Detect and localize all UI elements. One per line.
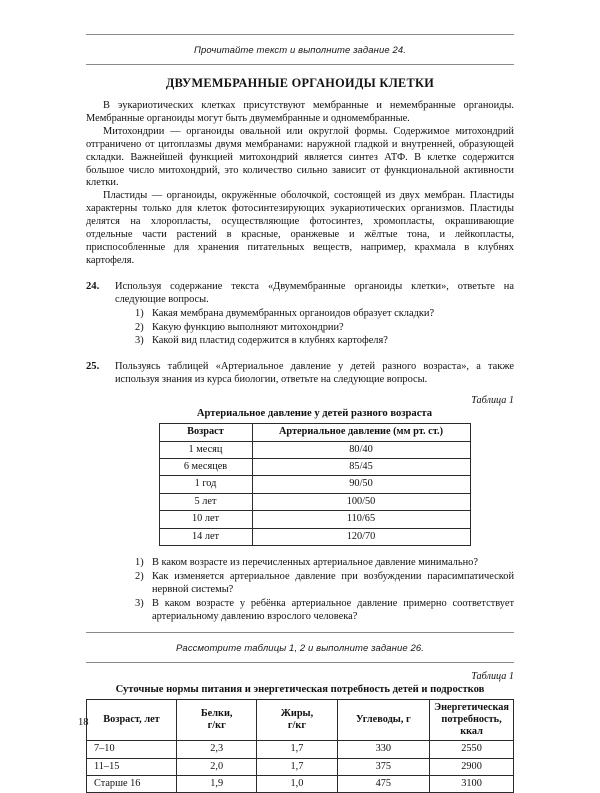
table-header-row [87,699,514,741]
table-row [87,775,514,792]
cell-energy: 2550 [430,741,514,758]
task-24-question-2 [135,322,514,335]
question-text: В каком возрасте у ребёнка артериальное давление примерно соответствует артериальному давлению взрослого человека? [152,598,514,622]
instruction-text: Рассмотрите таблицы 1, 2 и выполните задание 26. [176,643,424,654]
blood-pressure-table [159,423,471,546]
article-paragraph-2: Митохондрии — органоиды овальной или округлой формы. Содержимое митохондрий отграничено от цитоплазмы двумя мембранами: наружной гладкой и внутренней, образующей складки. Важнейшей функцией митохондрий является синтез АТФ. В клетке содержится большое число митохондрий, это количество сильно зависит от функциональной активности клетки. [86,126,514,191]
task-24-body [115,281,514,349]
table-1-label: Таблица 1 [115,395,514,406]
cell-fats: 1,7 [257,741,337,758]
page-number: 18 [78,717,89,728]
question-text: В каком возрасте из перечисленных артериальное давление минимально? [152,557,478,568]
question-text: Какую функцию выполняют митохондрии? [152,322,344,333]
table-2-label: Таблица 1 [86,671,514,682]
task-25-question-list [115,557,514,624]
column-header-energy [430,699,514,741]
table-row [159,511,470,528]
cell-proteins: 2,3 [177,741,257,758]
header-line-2: г/кг [208,720,226,731]
column-header-carbohydrates [337,699,430,741]
task-25-body [115,361,514,623]
cell-proteins: 2,0 [177,758,257,775]
cell-fats: 1,7 [257,758,337,775]
article-title: ДВУМЕМБРАННЫЕ ОРГАНОИДЫ КЛЕТКИ [86,76,514,91]
table-row [159,476,470,493]
article-paragraph-1: В эукариотических клетках присутствуют мембранные и немембранные органоиды. Мембранные органоиды могут быть двумембранные и одномембранные. [86,100,514,126]
cell-pressure: 100/50 [252,493,470,510]
cell-age: 14 лет [159,528,252,545]
table-row [87,741,514,758]
cell-fats: 1,0 [257,775,337,792]
question-text: Какой вид пластид содержится в клубнях картофеля? [152,335,388,346]
column-header-proteins [177,699,257,741]
cell-age: 10 лет [159,511,252,528]
task-24-question-1 [135,308,514,321]
task-25-lead: Пользуясь таблицей «Артериальное давление у детей разного возраста», а также используя знания из курса биологии, ответьте на следующие вопросы. [115,361,514,387]
cell-age: 1 месяц [159,441,252,458]
column-header-age [87,699,177,741]
cell-pressure: 80/40 [252,441,470,458]
cell-age: 11–15 [87,758,177,775]
task-25 [86,361,514,623]
cell-pressure: 110/65 [252,511,470,528]
table-2-title: Суточные нормы питания и энергетическая потребность детей и подростков [86,684,514,695]
header-line-1: Углеводы, г [356,714,411,725]
cell-pressure: 120/70 [252,528,470,545]
cell-age: Старше 16 [87,775,177,792]
instruction-text: Прочитайте текст и выполните задание 24. [194,45,406,56]
question-text: Какая мембрана двумембранных органоидов образует складки? [152,308,434,319]
question-marker: 2) [135,322,144,335]
table-row [159,441,470,458]
cell-carbohydrates: 475 [337,775,430,792]
task-24-number: 24. [86,281,115,349]
header-line-2: г/кг [288,720,306,731]
instruction-banner-task24 [86,34,514,65]
cell-age: 7–10 [87,741,177,758]
table-row [159,493,470,510]
cell-energy: 2900 [430,758,514,775]
table-row [159,458,470,475]
header-line-1: Возраст, лет [103,714,159,725]
table-header-row [159,424,470,441]
header-line-1: Белки, [201,708,233,719]
question-marker: 2) [135,571,144,584]
task-24-question-3 [135,335,514,348]
table-row [159,528,470,545]
task-25-question-3 [135,598,514,624]
cell-age: 6 месяцев [159,458,252,475]
cell-age: 5 лет [159,493,252,510]
cell-proteins: 1,9 [177,775,257,792]
header-line-1: Энергетическая [434,702,509,713]
task-25-question-1 [135,557,514,570]
column-header-fats [257,699,337,741]
cell-age: 1 год [159,476,252,493]
task-24 [86,281,514,349]
task-25-question-2 [135,571,514,597]
article-paragraph-3: Пластиды — органоиды, окружённые оболочкой, состоящей из двух мембран. Пластиды характерны только для клеток фотосинтезирующих эукариотических организмов. Пластиды делятся на хлоропласты, осуществляющие фотосинтез, хромопласты, окрашивающие отдельные части растений в красные, оранжевые и жёлтые тона, и лейкопласты, приспособленные для хранения питательных веществ, например, крахмала в клубнях картофеля. [86,190,514,267]
header-line-1: Жиры, [281,708,313,719]
question-text: Как изменяется артериальное давление при возбуждении парасимпатической нервной системы? [152,571,514,595]
page-content [86,34,514,793]
cell-pressure: 85/45 [252,458,470,475]
question-marker: 3) [135,598,144,611]
task-24-question-list [115,308,514,349]
task-24-lead: Используя содержание текста «Двумембранные органоиды клетки», ответьте на следующие вопросы. [115,281,514,307]
cell-carbohydrates: 330 [337,741,430,758]
question-marker: 1) [135,308,144,321]
question-marker: 1) [135,557,144,570]
question-marker: 3) [135,335,144,348]
header-line-2: потребность, ккал [441,714,501,737]
task-25-number: 25. [86,361,115,623]
table-row [87,758,514,775]
instruction-banner-task26 [86,632,514,663]
table-1-title: Артериальное давление у детей разного возраста [115,408,514,419]
cell-pressure: 90/50 [252,476,470,493]
column-header-pressure: Артериальное давление (мм рт. ст.) [252,424,470,441]
cell-carbohydrates: 375 [337,758,430,775]
nutrition-table [86,699,514,793]
cell-energy: 3100 [430,775,514,792]
column-header-age: Возраст [159,424,252,441]
